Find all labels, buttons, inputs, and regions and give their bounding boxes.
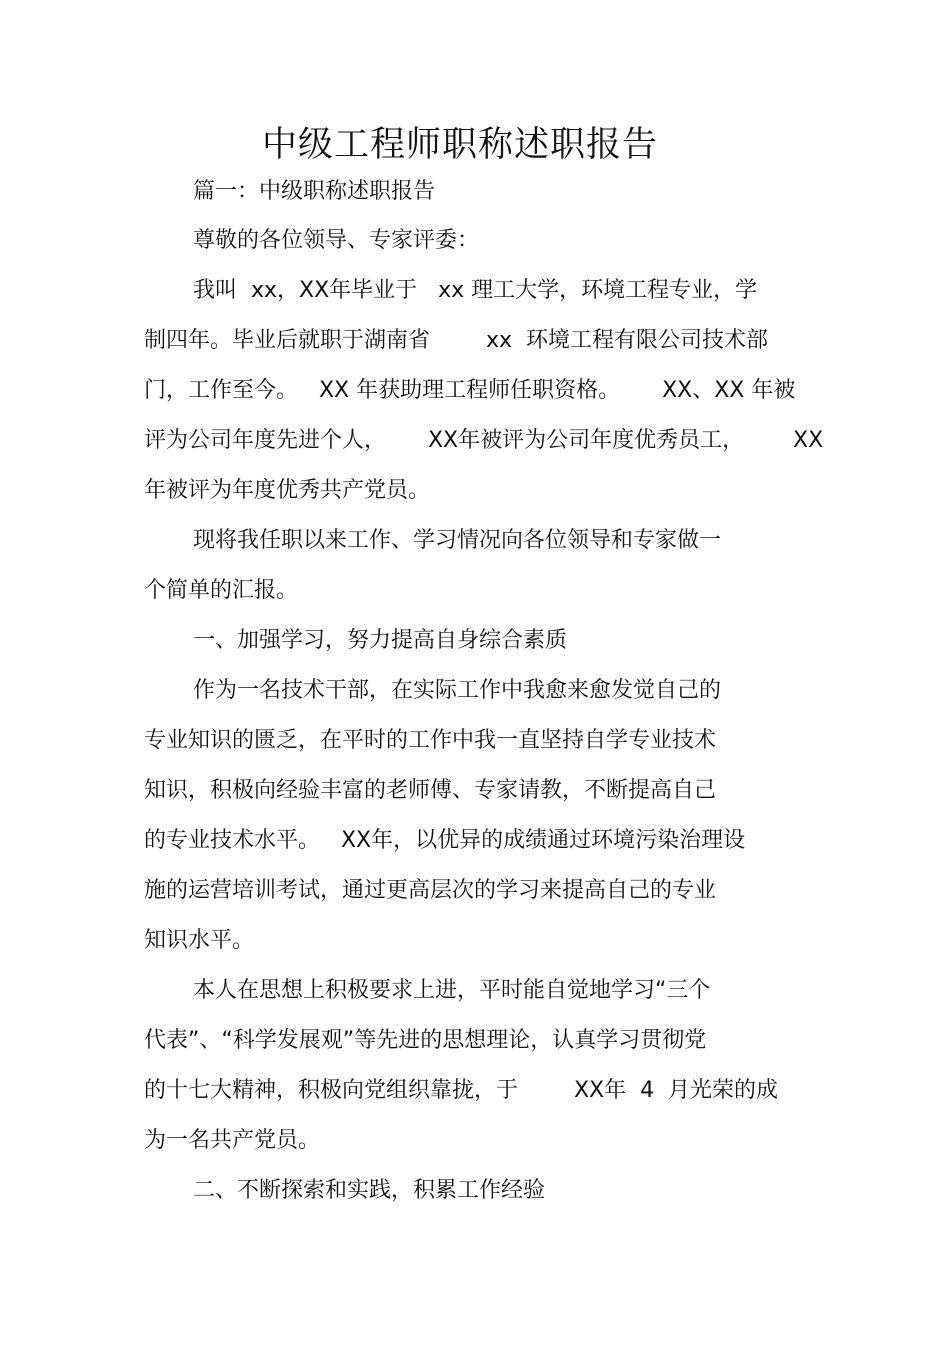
paragraph-line: 为一名共产党员。 <box>144 1128 321 1153</box>
paragraph-line: 作为一名技术干部，在实际工作中我愈来愈发觉自己的 <box>193 678 722 703</box>
paragraph-line: 的十七大精神，积极向党组织靠拢，于 XX年 4 月光荣的成 <box>144 1078 779 1103</box>
paragraph-line: 本人在思想上积极要求上进，平时能自觉地学习“三个 <box>193 978 711 1003</box>
document-title: 中级工程师职称述职报告 <box>261 125 658 165</box>
paragraph-line: 知识水平。 <box>144 928 255 953</box>
section-heading: 一、加强学习，努力提高自身综合素质 <box>193 628 568 653</box>
paragraph-line: 年被评为年度优秀共产党员。 <box>144 478 431 503</box>
paragraph-line: 评为公司年度先进个人， XX年被评为公司年度优秀员工， XX <box>144 428 824 453</box>
section-heading: 二、不断探索和实践，积累工作经验 <box>193 1178 546 1203</box>
paragraph-line: 知识，积极向经验丰富的老师傅、专家请教，不断提高自己 <box>144 778 717 803</box>
paragraph-line: 我叫 xx，XX年毕业于 xx 理工大学，环境工程专业，学 <box>193 278 758 303</box>
section-heading: 篇一：中级职称述职报告 <box>193 179 436 204</box>
paragraph-line: 门，工作至今。 XX 年获助理工程师任职资格。 XX、XX 年被 <box>144 378 796 403</box>
paragraph-line: 个简单的汇报。 <box>144 578 299 603</box>
salutation: 尊敬的各位领导、专家评委： <box>193 228 480 253</box>
paragraph-line: 制四年。毕业后就职于湖南省 xx 环境工程有限公司技术部 <box>144 328 768 353</box>
paragraph-line: 现将我任职以来工作、学习情况向各位领导和专家做一 <box>193 528 722 553</box>
paragraph-line: 的专业技术水平。 XX年，以优异的成绩通过环境污染治理设 <box>144 828 746 853</box>
paragraph-line: 施的运营培训考试，通过更高层次的学习来提高自己的专业 <box>144 878 717 903</box>
paragraph-line: 专业知识的匮乏，在平时的工作中我一直坚持自学专业技术 <box>144 728 717 753</box>
paragraph-line: 代表”、“科学发展观”等先进的思想理论，认真学习贯彻党 <box>144 1028 707 1053</box>
